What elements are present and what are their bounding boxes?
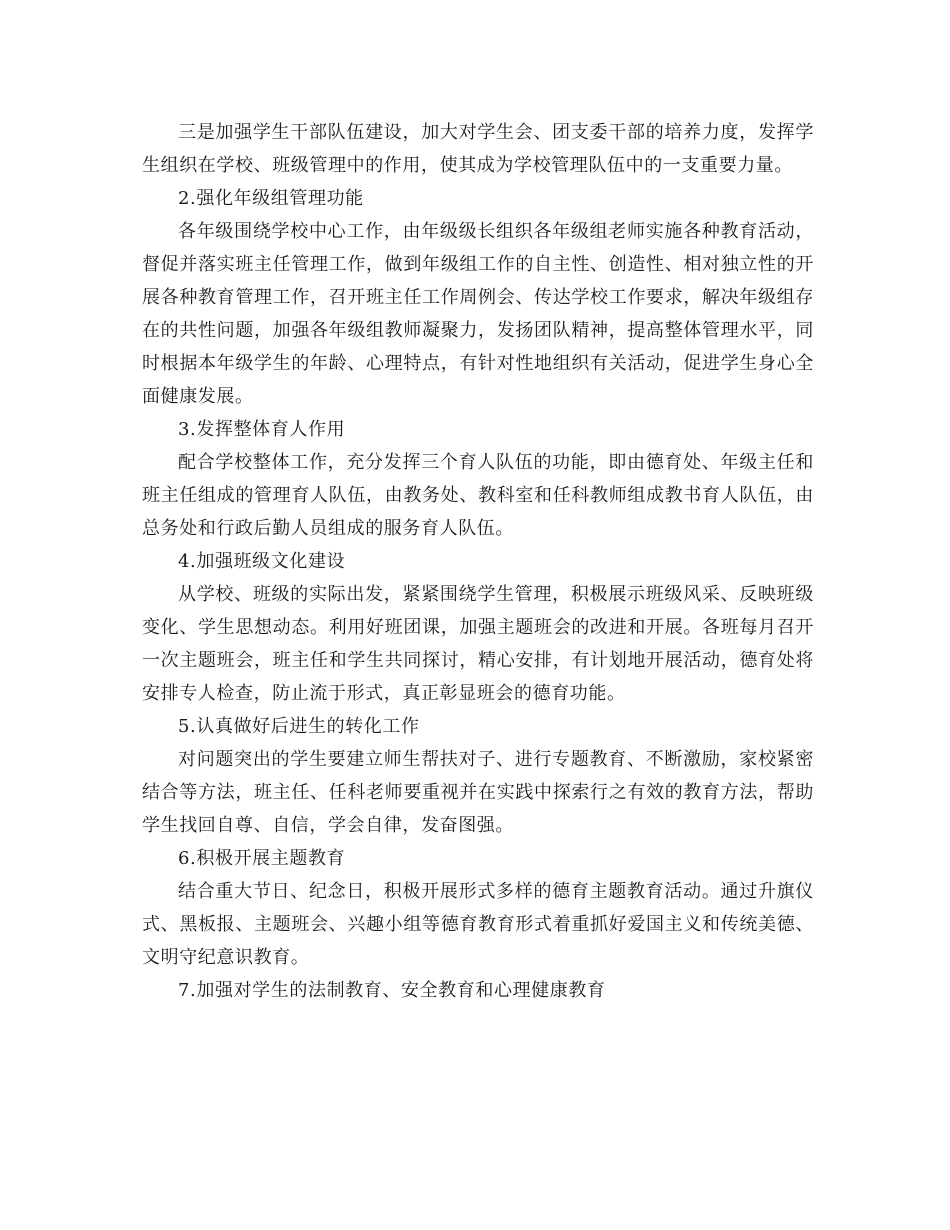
paragraph-holistic-education: 配合学校整体工作，充分发挥三个育人队伍的功能，即由德育处、年级主任和班主任组成的管理育人队伍，由教务处、教科室和任科教师组成教书育人队伍，由总务处和行政后勤人员组成的服务育人队伍。 bbox=[142, 452, 814, 539]
paragraph-grade-group-management: 各年级围绕学校中心工作，由年级级长组织各年级组老师实施各种教育活动，督促并落实班主任管理工作，做到年级组工作的自主性、创造性、相对独立性的开展各种教育管理工作，召开班主任工作周例会、传达学校工作要求，解决年级组存在的共性问题，加强各年级组教师凝聚力，发扬团队精神，提高整体管理水平，同时根据本年级学生的年龄、心理特点，有针对性地组织有关活动，促进学生身心全面健康发展。 bbox=[142, 221, 814, 407]
heading-class-culture: 4.加强班级文化建设 bbox=[178, 551, 346, 572]
document-body bbox=[142, 116, 814, 1007]
paragraph-class-culture: 从学校、班级的实际出发，紧紧围绕学生管理，积极展示班级风采、反映班级变化、学生思想动态。利用好班团课，加强主题班会的改进和开展。各班每月召开一次主题班会，班主任和学生共同探讨，精心安排，有计划地开展活动，德育处将安排专人检查，防止流于形式，真正彰显班会的德育功能。 bbox=[142, 584, 814, 704]
heading-thematic-education: 6.积极开展主题教育 bbox=[178, 848, 346, 869]
paragraph-thematic-education: 结合重大节日、纪念日，积极开展形式多样的德育主题教育活动。通过升旗仪式、黑板报、主题班会、兴趣小组等德育教育形式着重抓好爱国主义和传统美德、文明守纪意识教育。 bbox=[142, 881, 814, 968]
paragraph-student-cadres: 三是加强学生干部队伍建设，加大对学生会、团支委干部的培养力度，发挥学生组织在学校、班级管理中的作用，使其成为学校管理队伍中的一支重要力量。 bbox=[142, 122, 814, 176]
heading-underachiever-support: 5.认真做好后进生的转化工作 bbox=[178, 716, 420, 737]
paragraph-underachiever-support: 对问题突出的学生要建立师生帮扶对子、进行专题教育、不断激励，家校紧密结合等方法，班主任、任科老师要重视并在实践中探索行之有效的教育方法，帮助学生找回自尊、自信，学会自律，发奋图强。 bbox=[142, 749, 814, 836]
heading-grade-group-management: 2.强化年级组管理功能 bbox=[178, 188, 364, 209]
heading-legal-safety-mental-health: 7.加强对学生的法制教育、安全教育和心理健康教育 bbox=[178, 980, 606, 1001]
heading-holistic-education: 3.发挥整体育人作用 bbox=[178, 419, 346, 440]
